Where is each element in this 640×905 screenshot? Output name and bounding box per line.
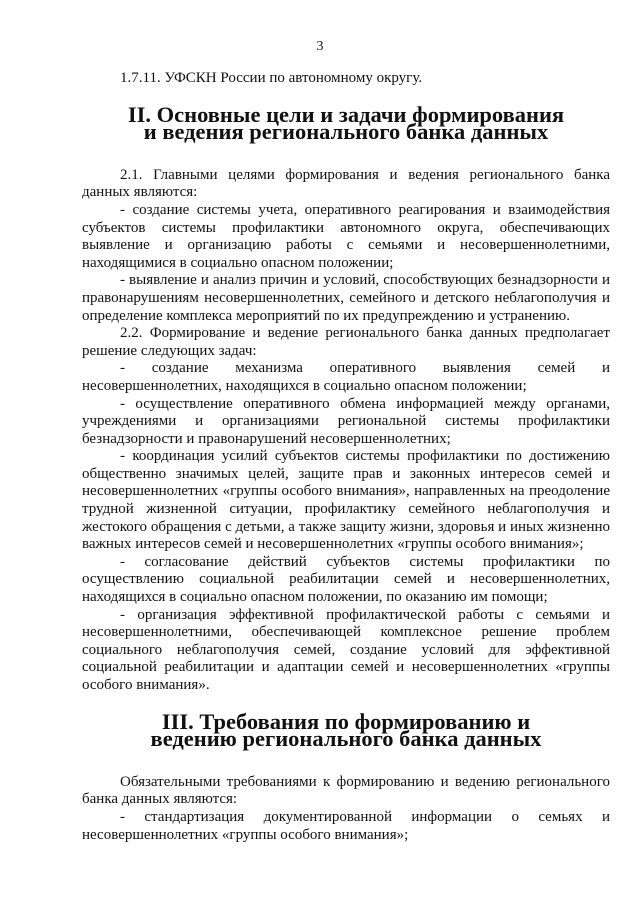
list-item: - выявление и анализ причин и условий, способствующих безнадзорности и правонарушениям несовершеннолетних, семейного и детского неблагополучия и определение комплекса мероприятий по их предупреждению и устранению. bbox=[82, 272, 610, 324]
list-item: - согласование действий субъектов системы профилактики по осуществлению социальной реабилитации семей и несовершеннолетних, находящихся в социально опасном положении, по оказанию им помощи; bbox=[82, 553, 610, 606]
list-item: - осуществление оперативного обмена информацией между органами, учреждениями и организациями региональной системы профилактики безнадзорности и правонарушений несовершеннолетних; bbox=[82, 395, 610, 447]
list-item: - стандартизация документированной информации о семьях и несовершеннолетних «группы особого внимания»; bbox=[82, 808, 610, 843]
page-number: 3 bbox=[316, 39, 324, 54]
paragraph-2-2: 2.2. Формирование и ведение регионального банка данных предполагает решение следующих задач: bbox=[82, 325, 610, 359]
document-body bbox=[82, 70, 610, 844]
list-item: - организация эффективной профилактической работы с семьями и несовершеннолетними, обеспечивающей комплексное решение проблем социального неблагополучия семей, создание условий для эффективной социальной реабилитации и адаптации семей и несовершеннолетних «группы особого внимания». bbox=[82, 606, 610, 693]
list-item-1-7-11: 1.7.11. УФСКН России по автономному округу. bbox=[120, 70, 423, 86]
list-item: - координация усилий субъектов системы профилактики по достижению общественно значимых целей, защите прав и законных интересов семей и несовершеннолетних «группы особого внимания», направленных на преодоление трудной жизненной ситуации, профилактику семейного неблагополучия и жестокого обращения с детьми, а также защиту жизни, здоровья и иных жизненно важных интересов семей и несовершеннолетних «группы особого внимания»; bbox=[82, 448, 610, 553]
paragraph-2-1: 2.1. Главными целями формирования и ведения регионального банка данных являются: bbox=[82, 166, 610, 201]
list-item: - создание системы учета, оперативного реагирования и взаимодействия субъектов системы профилактики автономного округа, обеспечивающих выявление и организацию работы с семьями и несовершеннолетними, находящимися в социально опасном положении; bbox=[82, 201, 610, 271]
section-2-heading: II. Основные цели и задачи формирования и ведения регионального банка данных bbox=[127, 101, 565, 145]
section-3-intro: Обязательными требованиями к формированию и ведению регионального банка данных являются: bbox=[82, 773, 610, 808]
list-item: - создание механизма оперативного выявления семей и несовершеннолетних, находящихся в социально опасном положении; bbox=[82, 360, 610, 394]
section-3-heading: III. Требования по формированию и ведению регионального банка данных bbox=[150, 708, 542, 752]
